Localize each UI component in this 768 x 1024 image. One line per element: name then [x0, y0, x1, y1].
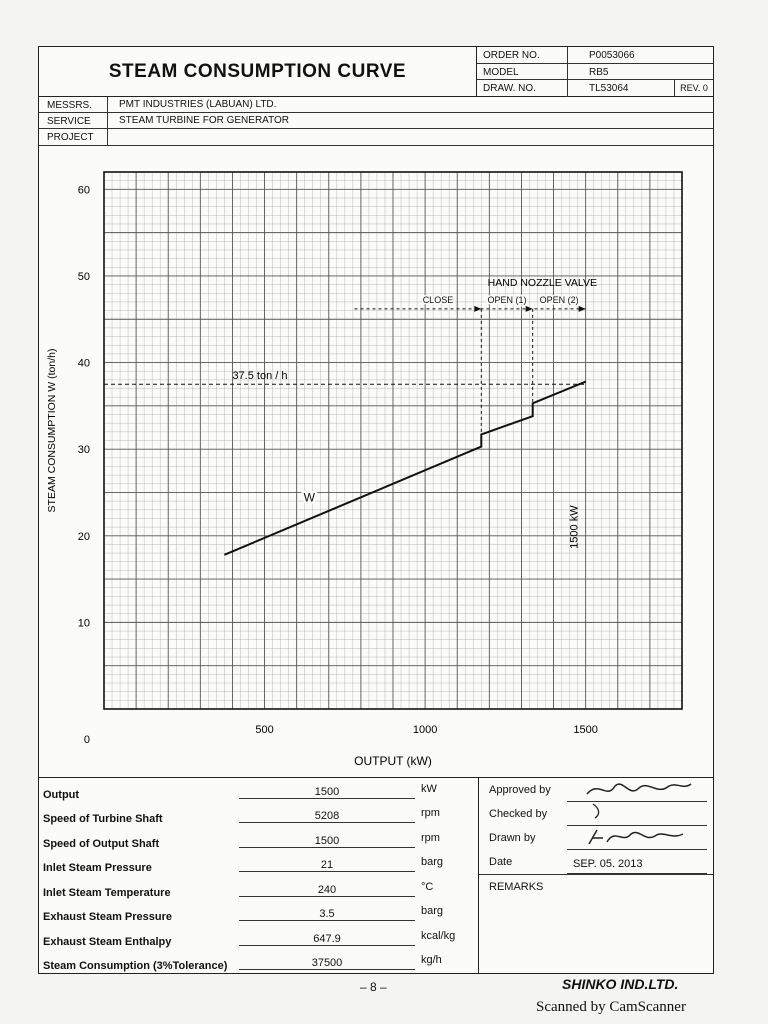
spec-label: Exhaust Steam Enthalpy — [43, 935, 172, 948]
y-tick-label: 30 — [77, 444, 90, 457]
drawing-sheet — [38, 46, 714, 974]
series-label-w: W — [303, 490, 315, 505]
approved-label: Approved by — [489, 784, 551, 796]
checked-signature — [579, 800, 619, 824]
date-row — [479, 850, 713, 874]
remarks-row — [479, 874, 713, 975]
messrs-value: PMT INDUSTRIES (LABUAN) LTD. — [119, 99, 277, 110]
spec-value: 21 — [239, 859, 415, 872]
scanner-watermark: Scanned by CamScanner — [536, 999, 686, 1015]
drawn-label: Drawn by — [489, 832, 536, 844]
y-tick-label: 50 — [77, 270, 90, 283]
spec-value: 5208 — [239, 810, 415, 823]
date-label: Date — [489, 856, 513, 868]
chart-annotations — [104, 277, 597, 549]
spec-table — [39, 778, 479, 974]
valve-arrowhead — [474, 306, 481, 312]
spec-value: 3.5 — [239, 908, 415, 921]
y-tick-label: 10 — [77, 617, 90, 630]
service-label: SERVICE — [47, 116, 91, 127]
y-axis-ticks — [78, 184, 90, 746]
model-row — [477, 64, 713, 81]
spec-row — [39, 925, 479, 950]
checked-label: Checked by — [489, 808, 548, 820]
service-row — [39, 113, 713, 129]
spec-label: Output — [43, 788, 80, 801]
spec-label: Inlet Steam Temperature — [43, 886, 171, 899]
spec-value: 647.9 — [239, 933, 415, 946]
spec-value: 240 — [239, 884, 415, 897]
y-tick-label: 60 — [77, 184, 90, 197]
y-tick-label: 0 — [83, 734, 90, 746]
spec-unit: rpm — [421, 807, 440, 819]
model-value: RB5 — [589, 66, 609, 78]
chart-series — [224, 382, 585, 555]
x-tick-label: 500 — [255, 724, 274, 736]
drawn-signature — [579, 824, 699, 852]
approval-block — [479, 778, 713, 974]
service-value: STEAM TURBINE FOR GENERATOR — [119, 115, 290, 126]
draw-no-value: TL53064 — [589, 83, 629, 94]
series-line-w — [224, 382, 585, 555]
rated-output-label: 1500 kW — [568, 505, 581, 549]
title-block — [477, 47, 713, 97]
date-value: SEP. 05. 2013 — [573, 858, 643, 870]
valve-stage-label: CLOSE — [422, 294, 454, 305]
messrs-label: MESSRS. — [47, 100, 93, 111]
spec-unit: °C — [421, 880, 434, 893]
reference-label: 37.5 ton / h — [232, 370, 288, 383]
chart-area — [39, 146, 713, 778]
y-axis-label: STEAM CONSUMPTION W (ton/h) — [46, 348, 58, 513]
spec-unit: barg — [421, 905, 444, 917]
order-no-label: ORDER NO. — [483, 50, 540, 61]
spec-row — [39, 803, 479, 828]
draw-row — [477, 80, 713, 97]
spec-value: 1500 — [239, 835, 415, 848]
spec-label: Exhaust Steam Pressure — [43, 911, 173, 923]
spec-label: Speed of Output Shaft — [43, 837, 160, 850]
company-name: SHINKO IND.LTD. — [562, 976, 679, 992]
y-tick-label: 20 — [77, 530, 90, 543]
x-axis-label: OUTPUT (kW) — [354, 754, 432, 768]
spec-row — [39, 950, 479, 975]
spec-value: 37500 — [239, 957, 415, 970]
spec-row — [39, 778, 479, 803]
spec-value: 1500 — [239, 786, 415, 799]
spec-row — [39, 901, 479, 926]
valve-title: HAND NOZZLE VALVE — [487, 276, 597, 289]
messrs-row — [39, 97, 713, 113]
approved-row — [479, 778, 713, 802]
page-title: STEAM CONSUMPTION CURVE — [39, 47, 477, 97]
x-tick-label: 1000 — [412, 724, 438, 736]
order-row — [477, 47, 713, 64]
spec-unit: barg — [421, 856, 444, 868]
spec-label: Speed of Turbine Shaft — [43, 813, 163, 825]
draw-no-label: DRAW. NO. — [483, 83, 536, 94]
spec-row — [39, 852, 479, 877]
project-row — [39, 129, 713, 146]
spec-row — [39, 876, 479, 901]
y-tick-label: 40 — [77, 357, 90, 370]
remarks-label: REMARKS — [489, 881, 544, 893]
valve-stage-label: OPEN (2) — [539, 294, 579, 305]
spec-unit: kW — [421, 782, 437, 795]
spec-label: Inlet Steam Pressure — [43, 862, 152, 874]
valve-arrowhead — [579, 306, 586, 312]
steam-consumption-chart — [39, 146, 713, 778]
spec-label: Steam Consumption (3%Tolerance) — [43, 960, 228, 972]
x-axis-ticks — [255, 724, 598, 736]
spec-unit: kg/h — [421, 954, 442, 966]
spec-unit: rpm — [421, 831, 440, 844]
checked-row — [479, 802, 713, 826]
project-label: PROJECT — [47, 132, 94, 143]
valve-stage-label: OPEN (1) — [487, 294, 527, 305]
model-label: MODEL — [483, 66, 519, 78]
page-number: – 8 – — [360, 980, 387, 994]
valve-arrowhead — [526, 306, 533, 312]
x-tick-label: 1500 — [573, 724, 598, 736]
spec-section — [39, 778, 713, 974]
spec-unit: kcal/kg — [421, 929, 456, 942]
order-no-value: P0053066 — [589, 50, 635, 61]
revision-label: REV. 0 — [674, 80, 713, 96]
drawn-row — [479, 826, 713, 850]
spec-row — [39, 827, 479, 852]
